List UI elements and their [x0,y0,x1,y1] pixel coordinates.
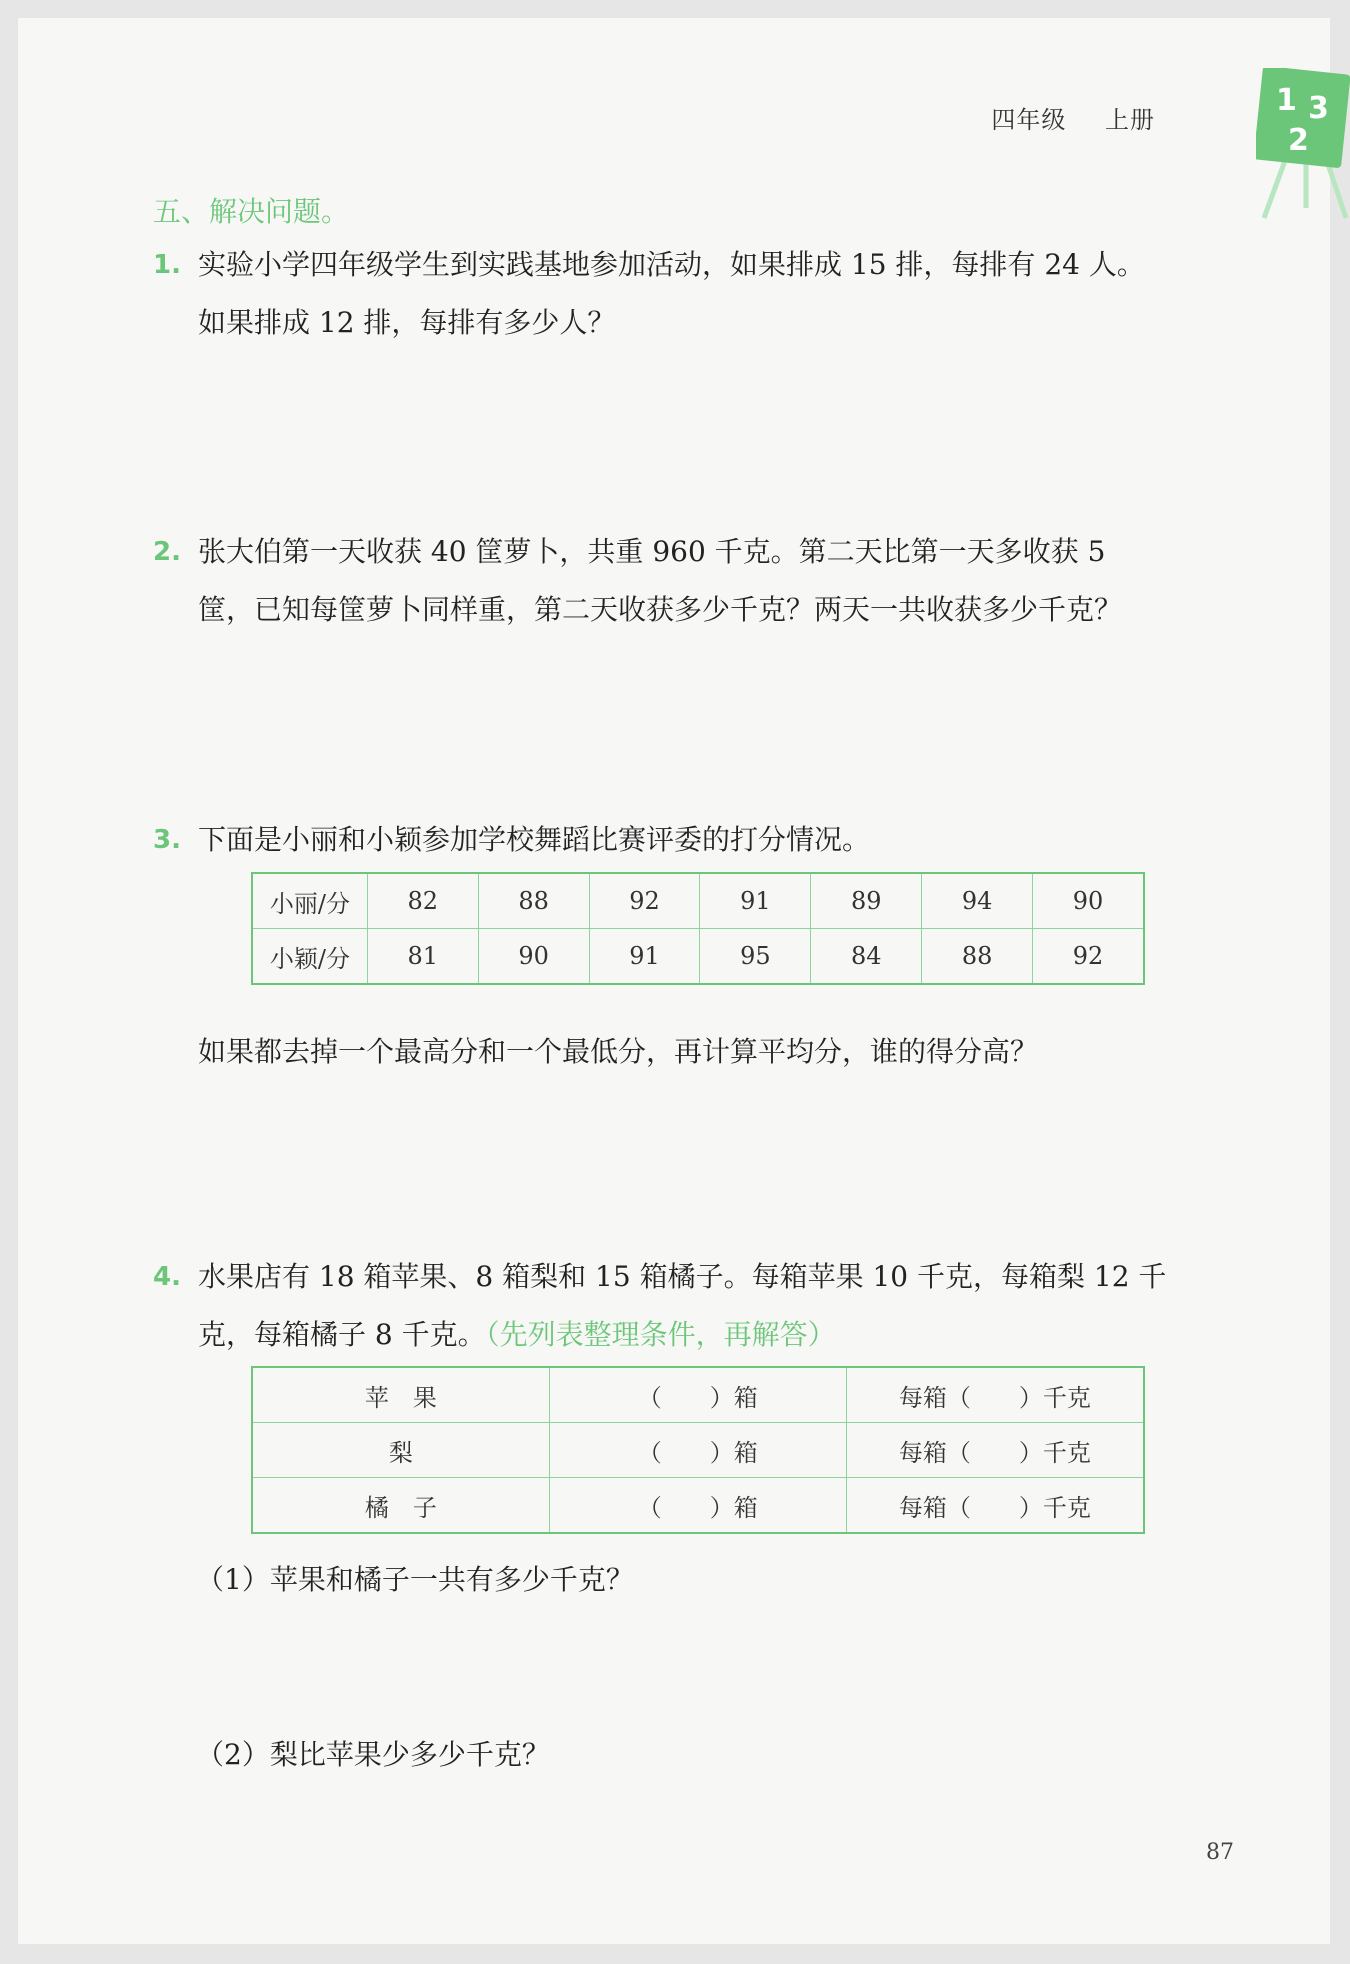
row-label: 小颖/分 [252,929,367,985]
question-text-line: 水果店有 18 箱苹果、8 箱梨和 15 箱橘子。每箱苹果 10 千克，每箱梨 12 千 [198,1260,1167,1293]
box-count-blank[interactable]: （ ）箱 [549,1478,846,1534]
score-cell: 88 [478,873,589,929]
question-number: 3. [153,825,181,855]
score-cell: 95 [700,929,811,985]
fruit-name: 梨 [252,1423,549,1478]
question-text-line: 下面是小丽和小颖参加学校舞蹈比赛评委的打分情况。 [198,823,871,856]
score-cell: 89 [811,873,922,929]
score-cell: 94 [922,873,1033,929]
score-cell: 92 [1033,929,1144,985]
question-4 [153,1248,1253,1364]
table-row [252,1367,1144,1423]
question-number: 1. [153,250,181,280]
question-1 [153,236,1253,352]
score-cell: 91 [589,929,700,985]
page-header [961,100,1155,135]
score-cell: 82 [367,873,478,929]
score-cell: 90 [1033,873,1144,929]
per-box-weight-blank[interactable]: 每箱（ ）千克 [846,1423,1144,1478]
score-cell: 91 [700,873,811,929]
score-cell: 90 [478,929,589,985]
table-row [252,929,1144,985]
scores-table [251,872,1145,985]
page-number: 87 [1206,1840,1234,1865]
box-count-blank[interactable]: （ ）箱 [549,1367,846,1423]
grade-label: 四年级 [991,106,1067,134]
badge-digit-3: 3 [1308,91,1329,126]
question-text-line: 实验小学四年级学生到实践基地参加活动，如果排成 15 排，每排有 24 人。 [198,248,1145,281]
fruit-name: 苹 果 [252,1367,549,1423]
badge-digit-2: 2 [1288,123,1309,158]
hint-text: （先列表整理条件，再解答） [485,1318,836,1351]
score-cell: 81 [367,929,478,985]
question-number: 4. [153,1262,181,1292]
question-3 [153,811,1253,869]
question-text-line [153,1306,1253,1364]
workbook-page [18,18,1330,1944]
question-2 [153,523,1253,639]
question-text-line: 如果都去掉一个最高分和一个最低分，再计算平均分，谁的得分高？ [198,1035,1039,1068]
per-box-weight-blank[interactable]: 每箱（ ）千克 [846,1367,1144,1423]
question-3-followup [153,1023,1253,1081]
per-box-weight-blank[interactable]: 每箱（ ）千克 [846,1478,1144,1534]
question-text-line: 张大伯第一天收获 40 筐萝卜，共重 960 千克。第二天比第一天多收获 5 [198,535,1106,568]
row-label: 小丽/分 [252,873,367,929]
box-count-blank[interactable]: （ ）箱 [549,1423,846,1478]
question-text-line: 如果排成 12 排，每排有多少人？ [198,306,616,339]
question-text: 克，每箱橘子 8 千克。 [198,1318,486,1351]
table-row [252,1478,1144,1534]
fruit-table [251,1366,1145,1534]
volume-label: 上册 [1105,106,1155,134]
question-text-line: 筐，已知每筐萝卜同样重，第二天收获多少千克？两天一共收获多少千克？ [198,593,1123,626]
sub-question-2: （2）梨比苹果少多少千克？ [196,1738,550,1771]
section-title: 五、解决问题。 [153,195,350,228]
score-cell: 88 [922,929,1033,985]
score-cell: 84 [811,929,922,985]
blackboard-badge-icon [1256,68,1350,223]
score-cell: 92 [589,873,700,929]
fruit-name: 橘 子 [252,1478,549,1534]
badge-digit-1: 1 [1276,83,1297,118]
sub-question-1: （1）苹果和橘子一共有多少千克？ [196,1563,634,1596]
question-number: 2. [153,537,181,567]
table-row [252,873,1144,929]
table-row [252,1423,1144,1478]
